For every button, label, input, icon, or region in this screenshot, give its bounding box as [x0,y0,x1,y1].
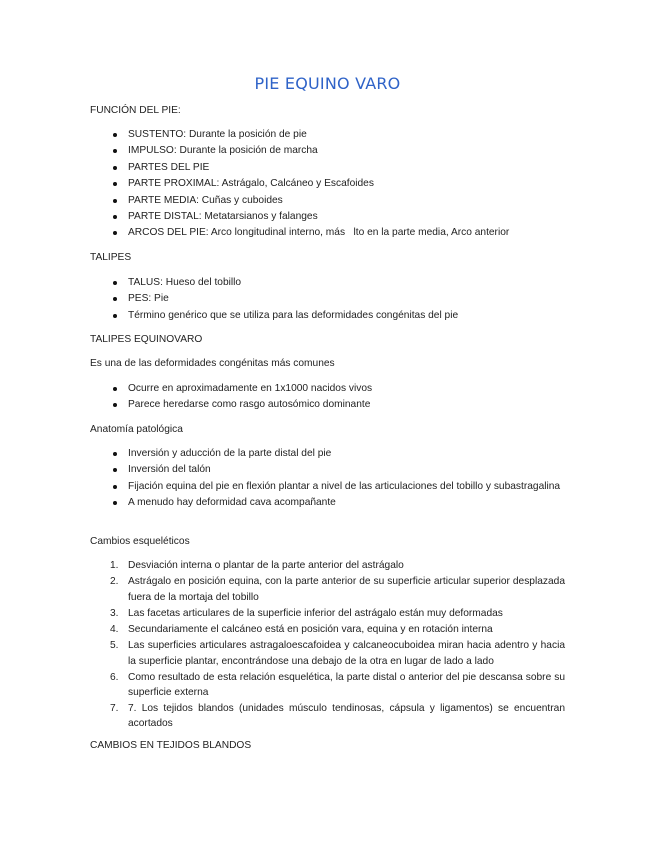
list-item: 7. 7. Los tejidos blandos (unidades músculo tendinosas, cápsula y ligamentos) se encuentran acortados [110,702,565,730]
bullet-icon [113,199,117,203]
list-talipes [90,275,565,324]
list-item: Fijación equina del pie en flexión plantar a nivel de las articulaciones del tobillo y subastragalina [90,479,565,495]
heading-anatomia-patologica: Anatomía patológica [90,424,183,435]
list-item: Término genérico que se utiliza para las deformidades congénitas del pie [90,308,565,324]
list-item: Inversión y aducción de la parte distal del pie [90,446,565,462]
bullet-icon [113,297,117,301]
bullet-icon [113,133,117,137]
heading-cambios-tejidos-blandos: CAMBIOS EN TEJIDOS BLANDOS [90,740,252,751]
list-item: SUSTENTO: Durante la posición de pie [90,127,565,143]
list-cambios-esqueleticos [90,558,565,732]
paragraph-intro: Es una de las deformidades congénitas más comunes [90,358,335,369]
heading-funcion-del-pie: FUNCIÓN DEL PIE: [90,105,181,116]
list-item: 2. Astrágalo en posición equina, con la parte anterior de su superficie articular superior desplazada fuera de la mortaja del tobillo [110,576,565,603]
list-item: Parece heredarse como rasgo autosómico dominante [90,397,565,413]
bullet-icon [113,149,117,153]
list-item: Ocurre en aproximadamente en 1x1000 nacidos vivos [90,381,565,397]
bullet-icon [113,403,117,407]
bullet-icon [113,314,117,318]
list-item: 1. Desviación interna o plantar de la parte anterior del astrágalo [110,560,404,571]
heading-cambios-esqueleticos: Cambios esqueléticos [90,536,190,547]
list-item: ARCOS DEL PIE: Arco longitudinal interno, más lto en la parte media, Arco anterior [90,225,565,241]
list-funcion-del-pie [90,127,565,242]
heading-talipes: TALIPES [90,252,132,263]
list-anatomia-patologica [90,446,565,512]
bullet-icon [113,452,117,456]
list-item: PES: Pie [90,291,565,307]
list-item: 5. Las superficies articulares astragaloescafoidea y calcaneocuboidea miran hacia adentro y hacia la superficie plantar, encontrándose una debajo de la otra en lugar de lado a lado [110,640,565,667]
bullet-icon [113,281,117,285]
bullet-icon [113,182,117,186]
list-item: 3. Las facetas articulares de la superficie inferior del astrágalo están muy deformadas [110,607,503,619]
heading-talipes-equinovaro: TALIPES EQUINOVARO [90,334,203,345]
list-item: IMPULSO: Durante la posición de marcha [90,143,565,159]
bullet-icon [113,468,117,472]
list-item: TALUS: Hueso del tobillo [90,275,565,291]
list-item: PARTE PROXIMAL: Astrágalo, Calcáneo y Escafoides [90,176,565,192]
bullet-icon [113,501,117,505]
document-title: PIE EQUINO VARO [254,74,401,93]
bullet-icon [113,231,117,235]
bullet-icon [113,485,117,489]
list-talipes-equinovaro [90,381,565,414]
list-item: 6. Como resultado de esta relación esquelética, la parte distal o anterior del pie descansa sobre su superficie externa [110,671,565,699]
list-item: PARTES DEL PIE [90,160,565,176]
list-item: PARTE MEDIA: Cuñas y cuboides [90,193,565,209]
list-item: A menudo hay deformidad cava acompañante [90,495,565,511]
bullet-icon [113,166,117,170]
bullet-icon [113,215,117,219]
list-item: PARTE DISTAL: Metatarsianos y falanges [90,209,565,225]
list-item: Inversión del talón [90,462,565,478]
bullet-icon [113,387,117,391]
list-item: 4. Secundariamente el calcáneo está en posición vara, equina y en rotación interna [110,623,493,635]
